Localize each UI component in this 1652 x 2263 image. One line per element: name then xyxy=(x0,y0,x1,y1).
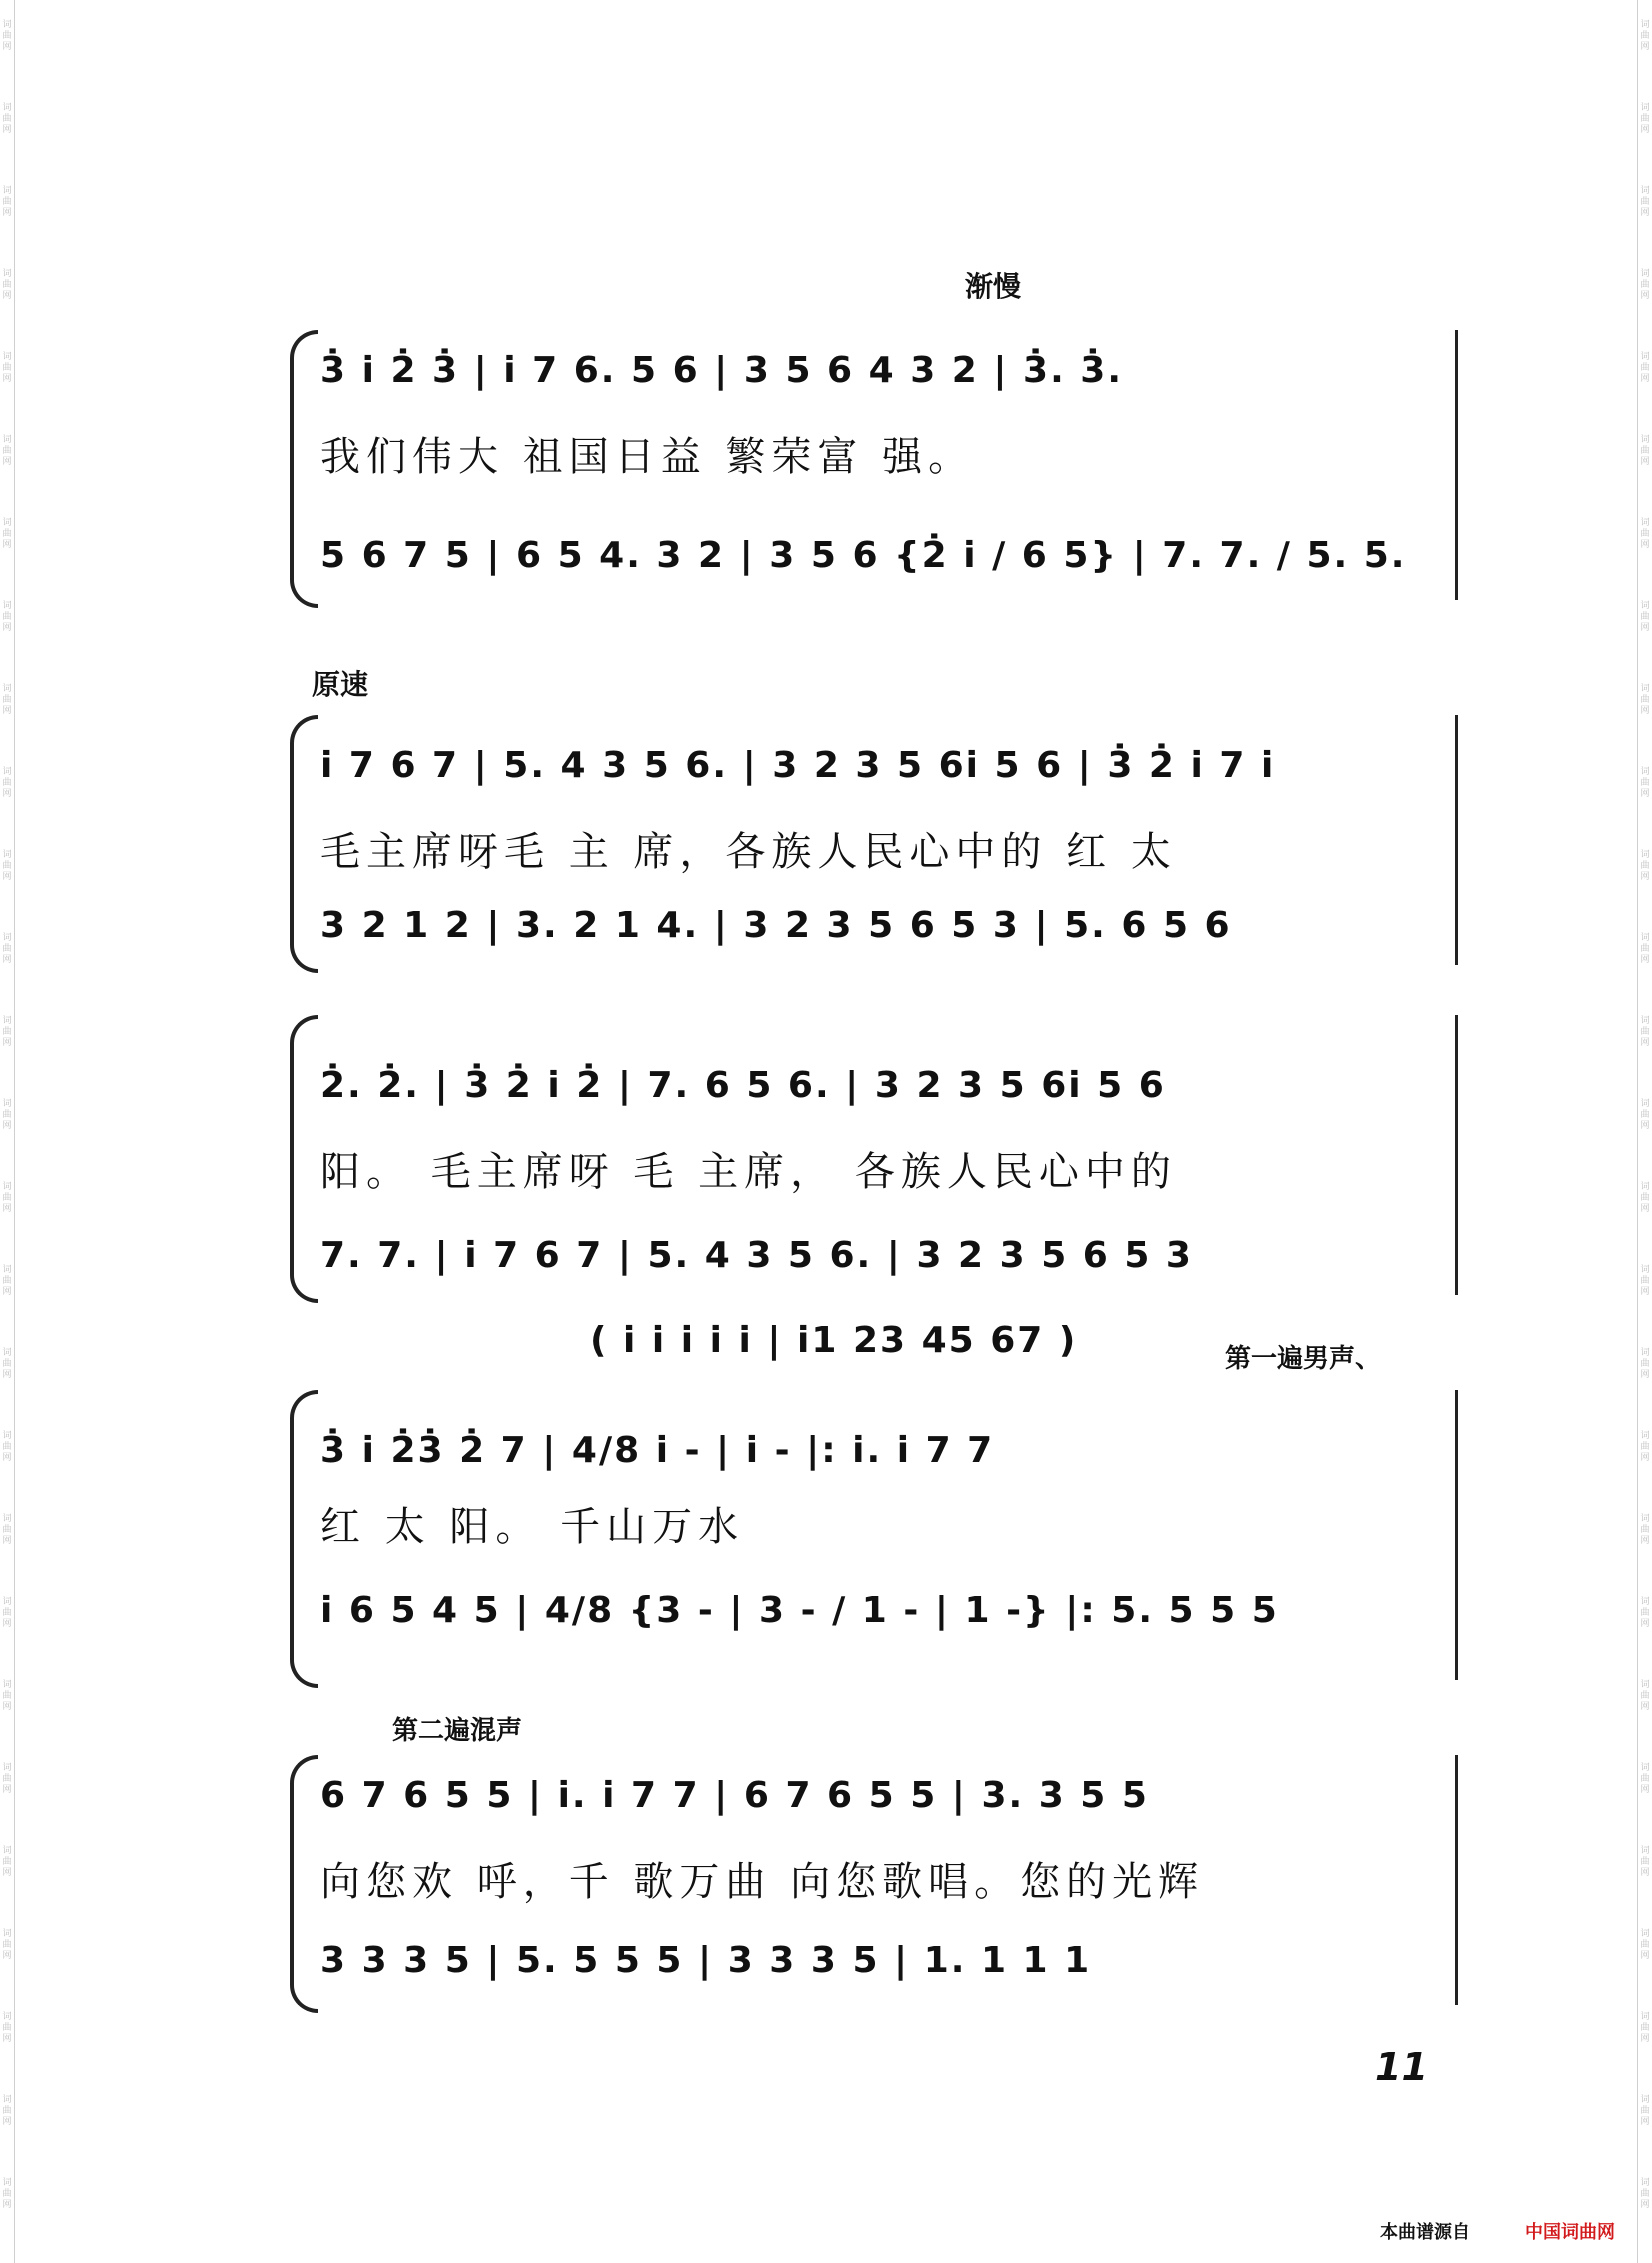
edge-watermark-l: 词曲网 xyxy=(2,1929,12,1961)
edge-watermark-r: 词曲网 xyxy=(1640,1016,1650,1048)
edge-watermark-r: 词曲网 xyxy=(1640,1182,1650,1214)
edge-watermark-r: 词曲网 xyxy=(1640,2095,1650,2127)
edge-watermark-l: 词曲网 xyxy=(2,933,12,965)
system-brace xyxy=(290,1390,318,1688)
final-barline xyxy=(1455,1755,1458,2005)
first-time-marking: 第一遍男声、 xyxy=(1225,1344,1382,1374)
edge-watermark-r: 词曲网 xyxy=(1640,1929,1650,1961)
edge-watermark-l: 词曲网 xyxy=(2,1265,12,1297)
system-brace xyxy=(290,1015,318,1303)
edge-watermark-l: 词曲网 xyxy=(2,1182,12,1214)
instrumental-intro-notation: ( i̇ i̇ i̇ i̇ i̇ | i̇1 23 45 67 ) xyxy=(590,1320,1078,1361)
final-barline xyxy=(1455,330,1458,600)
edge-watermark-l: 词曲网 xyxy=(2,684,12,716)
score-system-2 xyxy=(290,715,1460,965)
edge-watermark-l: 词曲网 xyxy=(2,103,12,135)
edge-watermark-r: 词曲网 xyxy=(1640,2178,1650,2210)
edge-watermark-l: 词曲网 xyxy=(2,2178,12,2210)
edge-watermark-l: 词曲网 xyxy=(2,352,12,384)
lyrics-line: 我们伟大 祖国日益 繁荣富 强。 xyxy=(320,434,975,480)
edge-watermark-l: 词曲网 xyxy=(2,2012,12,2044)
edge-watermark-l: 词曲网 xyxy=(2,1846,12,1878)
second-time-marking: 第二遍混声 xyxy=(392,1716,523,1746)
edge-watermark-r: 词曲网 xyxy=(1640,269,1650,301)
system-brace xyxy=(290,715,318,973)
edge-watermark-r: 词曲网 xyxy=(1640,103,1650,135)
upper-voice-notation: 6 7 6 5 5 | i̇. i̇ 7 7 | 6 7 6 5 5 | 3. 3 5 5 xyxy=(320,1775,1149,1816)
system-brace xyxy=(290,1755,318,2013)
edge-watermark-r: 词曲网 xyxy=(1640,20,1650,52)
system-brace xyxy=(290,330,318,608)
edge-watermark-r: 词曲网 xyxy=(1640,1431,1650,1463)
lyrics-line: 毛主席呀毛 主 席，各族人民心中的 红 太 xyxy=(320,829,1177,875)
footer-source-label: 本曲谱源自 xyxy=(1380,2222,1470,2243)
lower-voice-notation: 3 3 3 5 | 5. 5 5 5 | 3 3 3 5 | 1. 1 1 1 xyxy=(320,1940,1092,1981)
lyrics-line: 阳。 毛主席呀 毛 主席， 各族人民心中的 xyxy=(320,1149,1177,1195)
tempo-marking-original: 原速 xyxy=(312,668,369,701)
edge-watermark-l: 词曲网 xyxy=(2,269,12,301)
score-system-3 xyxy=(290,1015,1460,1295)
edge-watermark-r: 词曲网 xyxy=(1640,186,1650,218)
edge-watermark-r: 词曲网 xyxy=(1640,1099,1650,1131)
upper-voice-notation: 3̇ i̇ 2̇ 3̇ | i̇ 7 6. 5 6 | 3 5 6 4 3 2 | 3̇. 3̇. xyxy=(320,350,1124,391)
upper-voice-notation: 2̇. 2̇. | 3̇ 2̇ i̇ 2̇ | 7. 6 5 6. | 3 2 3 5 6i̇ 5 6 xyxy=(320,1065,1166,1106)
final-barline xyxy=(1455,1390,1458,1680)
edge-watermark-l: 词曲网 xyxy=(2,1514,12,1546)
edge-watermark-l: 词曲网 xyxy=(2,518,12,550)
edge-watermark-l: 词曲网 xyxy=(2,1016,12,1048)
edge-watermark-r: 词曲网 xyxy=(1640,767,1650,799)
edge-watermark-r: 词曲网 xyxy=(1640,1846,1650,1878)
upper-voice-notation: 3̇ i̇ 2̇3̇ 2̇ 7 | 4/8 i̇ - | i̇ - |: i̇. i̇ 7 7 xyxy=(320,1430,995,1471)
edge-watermark-l: 词曲网 xyxy=(2,1431,12,1463)
edge-watermark-r: 词曲网 xyxy=(1640,1597,1650,1629)
edge-watermark-l: 词曲网 xyxy=(2,1763,12,1795)
edge-watermark-l: 词曲网 xyxy=(2,2095,12,2127)
tempo-marking-slow: 渐慢 xyxy=(965,270,1022,303)
final-barline xyxy=(1455,1015,1458,1295)
edge-watermark-r: 词曲网 xyxy=(1640,1348,1650,1380)
score-system-1 xyxy=(290,330,1460,600)
edge-watermark-l: 词曲网 xyxy=(2,20,12,52)
final-barline xyxy=(1455,715,1458,965)
lower-voice-notation: i̇ 6 5 4 5 | 4/8 {3 - | 3 - / 1 - | 1 -} |: 5. 5 5 5 xyxy=(320,1590,1279,1631)
lower-voice-notation: 7. 7. | i̇ 7 6 7 | 5. 4 3 5 6. | 3 2 3 5 6 5 3 xyxy=(320,1235,1193,1276)
edge-watermark-l: 词曲网 xyxy=(2,1680,12,1712)
lower-voice-notation: 3 2 1 2 | 3. 2 1 4. | 3 2 3 5 6 5 3 | 5. 6 5 6 xyxy=(320,905,1232,946)
edge-watermark-r: 词曲网 xyxy=(1640,850,1650,882)
page-number: 11 xyxy=(1375,2045,1428,2089)
edge-watermark-r: 词曲网 xyxy=(1640,518,1650,550)
edge-watermark-l: 词曲网 xyxy=(2,435,12,467)
lyrics-line: 向您欢 呼，千 歌万曲 向您歌唱。您的光辉 xyxy=(320,1859,1205,1905)
edge-watermark-r: 词曲网 xyxy=(1640,352,1650,384)
score-system-5 xyxy=(290,1755,1460,2005)
edge-watermark-r: 词曲网 xyxy=(1640,2012,1650,2044)
edge-watermark-l: 词曲网 xyxy=(2,767,12,799)
edge-watermark-r: 词曲网 xyxy=(1640,684,1650,716)
edge-watermark-l: 词曲网 xyxy=(2,601,12,633)
edge-watermark-l: 词曲网 xyxy=(2,1099,12,1131)
edge-watermark-r: 词曲网 xyxy=(1640,1514,1650,1546)
edge-watermark-r: 词曲网 xyxy=(1640,1763,1650,1795)
score-system-4 xyxy=(290,1390,1460,1680)
lyrics-line: 红 太 阳。 千山万水 xyxy=(320,1504,745,1550)
edge-watermark-r: 词曲网 xyxy=(1640,601,1650,633)
edge-watermark-l: 词曲网 xyxy=(2,186,12,218)
edge-watermark-r: 词曲网 xyxy=(1640,933,1650,965)
footer-site-name[interactable]: 中国词曲网 xyxy=(1525,2222,1615,2243)
edge-watermark-l: 词曲网 xyxy=(2,850,12,882)
edge-watermark-r: 词曲网 xyxy=(1640,1265,1650,1297)
edge-watermark-r: 词曲网 xyxy=(1640,435,1650,467)
edge-watermark-l: 词曲网 xyxy=(2,1597,12,1629)
upper-voice-notation: i̇ 7 6 7 | 5. 4 3 5 6. | 3 2 3 5 6i̇ 5 6 | 3̇ 2̇ i̇ 7 i̇ xyxy=(320,745,1276,786)
edge-watermark-l: 词曲网 xyxy=(2,1348,12,1380)
lower-voice-notation: 5 6 7 5 | 6 5 4. 3 2 | 3 5 6 {2̇ i̇ / 6 5} | 7. 7. / 5. 5. xyxy=(320,535,1407,576)
edge-watermark-r: 词曲网 xyxy=(1640,1680,1650,1712)
